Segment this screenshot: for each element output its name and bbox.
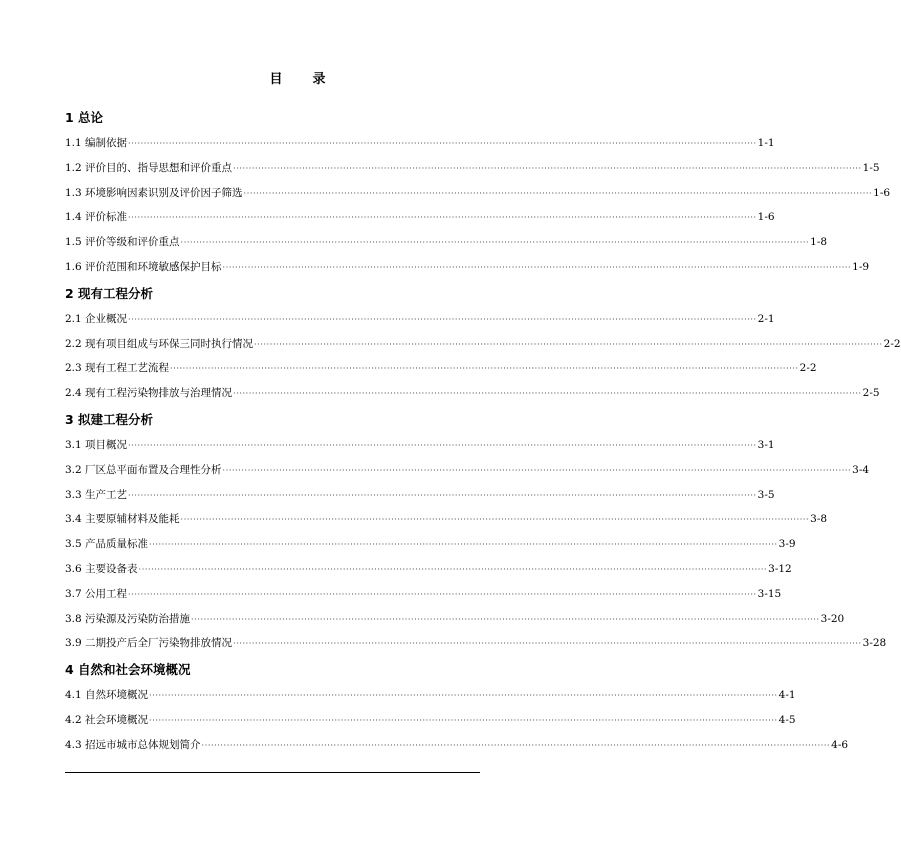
toc-entry-page: 2-5	[862, 387, 880, 400]
toc-entry-page: 1-9	[852, 260, 870, 273]
section-heading: 4 自然和社会环境概况	[65, 662, 191, 678]
toc-entry[interactable]	[65, 307, 775, 332]
dot-leader: ········································································································································································································	[222, 465, 852, 475]
dot-leader: ········································································································································································································	[180, 238, 810, 248]
toc-entry[interactable]	[65, 205, 775, 230]
section-heading: 3 拟建工程分析	[65, 411, 154, 427]
toc-entry-label: 3.6 主要设备表	[65, 562, 138, 575]
toc-entry-page: 3-4	[852, 463, 870, 476]
toc-entry-label: 2.1 企业概况	[65, 312, 128, 325]
toc-entry-page: 4-5	[778, 713, 796, 726]
toc-entry[interactable]	[65, 381, 880, 406]
dot-leader: ········································································································································································································	[191, 614, 820, 624]
toc-entry-label: 4.1 自然环境概况	[65, 689, 149, 702]
toc-entry[interactable]	[65, 532, 796, 557]
dot-leader: ········································································································································································································	[128, 440, 757, 450]
toc-entry-label: 1.4 评价标准	[65, 211, 128, 224]
toc-entry[interactable]	[65, 156, 880, 181]
toc-entry-label: 1.6 评价范围和环境敏感保护目标	[65, 260, 222, 273]
toc-entry-label: 2.3 现有工程工艺流程	[65, 362, 170, 375]
toc-entry[interactable]	[65, 582, 782, 607]
toc-entry-page: 1-6	[757, 211, 775, 224]
dot-leader: ········································································································································································································	[128, 139, 757, 148]
toc-entry-page: 2-1	[757, 312, 775, 325]
toc-entry-page: 1-8	[810, 236, 828, 249]
toc-entry[interactable]	[65, 131, 775, 156]
dot-leader: ········································································································································································································	[254, 339, 883, 349]
dot-leader: ········································································································································································································	[138, 564, 768, 574]
toc-entry-label: 1.2 评价目的、指导思想和评价重点	[65, 161, 233, 174]
toc-entry-page: 1-5	[862, 161, 880, 174]
toc-entry-label: 3.9 二期投产后全厂污染物排放情况	[65, 637, 233, 650]
toc-entry[interactable]	[65, 255, 870, 280]
toc-entry-label: 2.4 现有工程污染物排放与治理情况	[65, 387, 233, 400]
dot-leader: ········································································································································································································	[128, 213, 757, 223]
section-heading: 2 现有工程分析	[65, 285, 154, 301]
toc-entry-page: 2-2	[799, 362, 817, 375]
toc-entry-page: 2-2	[883, 337, 901, 350]
dot-leader: ········································································································································································································	[149, 715, 778, 725]
toc-entry[interactable]	[65, 483, 775, 508]
title-char-right: 录	[312, 72, 326, 87]
dot-leader: ········································································································································································································	[149, 691, 778, 701]
toc-entry-label: 3.8 污染源及污染防治措施	[65, 612, 191, 625]
toc-entry-page: 3-20	[820, 612, 845, 625]
table-of-contents	[65, 104, 901, 758]
toc-entry-label: 1.5 评价等级和评价重点	[65, 236, 180, 249]
toc-entry-label: 3.4 主要原辅材料及能耗	[65, 513, 180, 526]
toc-entry-page: 3-5	[757, 488, 775, 501]
dot-leader: ········································································································································································································	[201, 740, 831, 750]
dot-leader: ········································································································································································································	[128, 314, 757, 324]
toc-entry-page: 3-12	[768, 562, 792, 575]
toc-entry[interactable]	[65, 458, 870, 483]
toc-entry-page: 3-1	[757, 438, 775, 451]
dot-leader: ········································································································································································································	[233, 163, 862, 173]
toc-entry-label: 4.3 招远市城市总体规划简介	[65, 738, 201, 751]
page-title	[0, 68, 595, 87]
toc-entry-page: 3-9	[778, 538, 796, 551]
toc-entry[interactable]	[65, 507, 828, 532]
toc-entry-page: 4-6	[831, 738, 849, 751]
bottom-rule	[65, 772, 480, 773]
toc-entry-label: 1.1 编制依据	[65, 137, 128, 149]
toc-entry-page: 3-8	[810, 513, 828, 526]
toc-entry[interactable]	[65, 631, 887, 656]
toc-entry-page: 4-1	[778, 689, 796, 702]
toc-entry[interactable]	[65, 433, 775, 458]
toc-entry[interactable]	[65, 230, 828, 255]
toc-entry[interactable]	[65, 683, 796, 708]
toc-entry-page: 1-1	[757, 137, 775, 149]
dot-leader: ········································································································································································································	[243, 188, 873, 198]
toc-entry[interactable]	[65, 356, 817, 381]
toc-entry[interactable]	[65, 708, 796, 733]
toc-entry-page: 3-15	[757, 587, 782, 600]
toc-entry[interactable]	[65, 607, 845, 632]
dot-leader: ········································································································································································································	[233, 639, 862, 649]
dot-leader: ········································································································································································································	[128, 490, 757, 500]
toc-entry-label: 4.2 社会环境概况	[65, 713, 149, 726]
dot-leader: ········································································································································································································	[180, 515, 810, 525]
toc-entry[interactable]	[65, 557, 792, 582]
toc-entry-label: 2.2 现有项目组成与环保三同时执行情况	[65, 337, 254, 350]
toc-entry[interactable]	[65, 181, 891, 206]
dot-leader: ········································································································································································································	[222, 262, 852, 272]
section-heading: 1 总论	[65, 110, 104, 125]
title-char-left: 目	[269, 72, 283, 87]
toc-entry-label: 3.3 生产工艺	[65, 488, 128, 501]
toc-entry-label: 1.3 环境影响因素识别及评价因子筛选	[65, 186, 243, 199]
toc-entry[interactable]	[65, 733, 849, 758]
toc-entry-label: 3.1 项目概况	[65, 438, 128, 451]
toc-entry-page: 3-28	[862, 637, 887, 650]
dot-leader: ········································································································································································································	[170, 364, 799, 374]
toc-entry-label: 3.5 产品质量标准	[65, 538, 149, 551]
dot-leader: ········································································································································································································	[233, 389, 862, 399]
dot-leader: ········································································································································································································	[149, 540, 778, 550]
toc-entry-label: 3.7 公用工程	[65, 587, 128, 600]
toc-entry[interactable]	[65, 332, 901, 357]
dot-leader: ········································································································································································································	[128, 589, 757, 599]
toc-entry-page: 1-6	[873, 186, 891, 199]
toc-entry-label: 3.2 厂区总平面布置及合理性分析	[65, 463, 222, 476]
